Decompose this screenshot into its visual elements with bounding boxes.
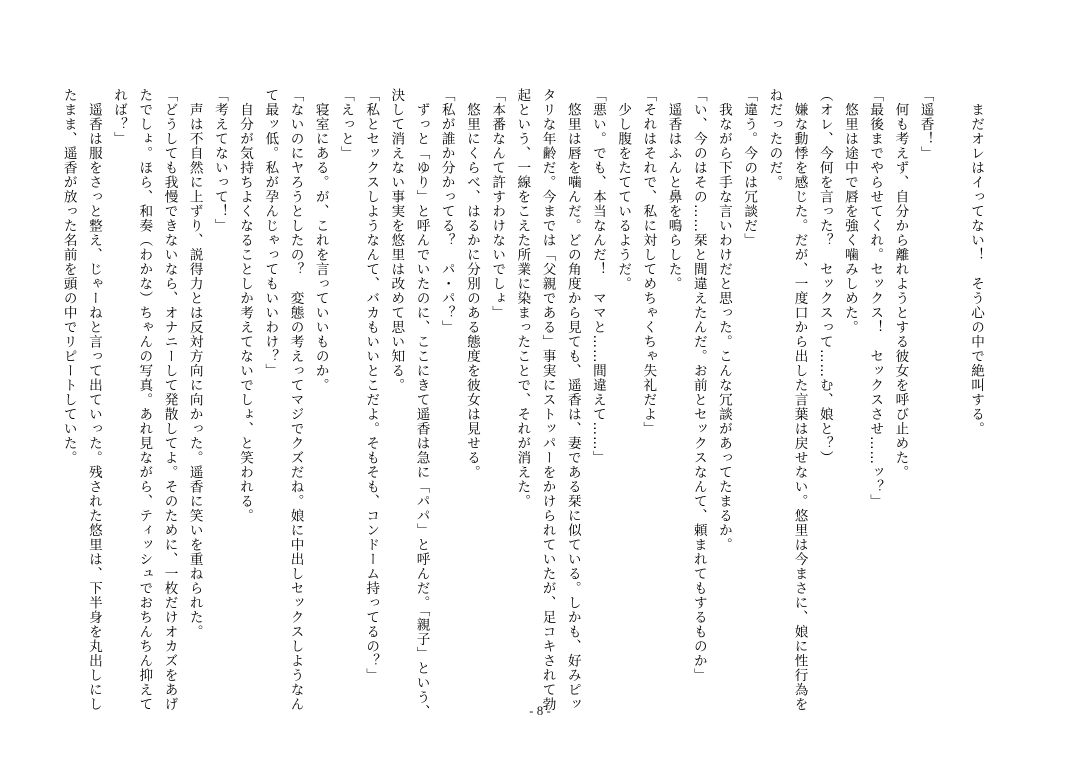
text-line: 何も考えず、自分から離れようとする彼女を呼び止めた。	[892, 88, 909, 480]
text-line: たまま、遥香が放った名前を頭の中でリピートしていた。	[60, 88, 77, 465]
text-line: 起という、一線をこえた所業に染まったことで、それが消えた。	[514, 88, 531, 509]
text-line: 我ながら下手な言いわけだと思った。こんな冗談があってたまるか。	[715, 88, 732, 552]
text-line: 「それはそれで、私に対してめちゃくちゃ失礼だよ」	[640, 88, 657, 436]
text-line: 遥香はふんと鼻を鳴らした。	[665, 88, 682, 291]
text-line: 自分が気持ちよくなることしか考えてないでしょ、と笑われる。	[237, 88, 254, 523]
text-line: 少し腹をたてているようだ。	[615, 88, 632, 291]
text-line: 「えっと」	[337, 88, 354, 161]
text-line: 「私が誰か分かってる？ パ・パ？」	[438, 88, 455, 335]
text-line: れば？」	[111, 88, 128, 146]
text-line: 「遥香！」	[917, 88, 934, 161]
text-line: 「違う。今のは冗談だ」	[741, 88, 758, 248]
text-line: 悠里にくらべ、はるかに分別のある態度を彼女は見せる。	[463, 88, 480, 480]
text-line: 悠里は途中で唇を強く噛みしめた。	[841, 88, 858, 335]
text-line: ずっと「ゆり」と呼んでいたのに、ここにきて遥香は急に「パパ」と呼んだ。「親子」という、	[413, 88, 430, 720]
text-line: 「い、今のはその……栞と間違えたんだ。お前とセックスなんて、頼まれてもするものか」	[690, 88, 707, 683]
text-line: 「悪い。でも、本当なんだ！ ママと……間違えて……」	[589, 88, 606, 465]
text-line: て最ッ低。私が孕んじゃってもいいわけ？」	[262, 88, 279, 378]
text-line: 「どうしても我慢できないなら、オナニーして発散してよ。そのために、一枚だけオカズをあげ	[161, 88, 178, 712]
text-line: 嫌な動悸を感じた。だが、一度口から出した言葉は戻せない。悠里は今まさに、娘に性行為を	[791, 88, 808, 712]
text-line: 寝室にある。が、これを言っていいものか。	[312, 88, 329, 393]
text-line: たでしょ。ほら、和奏（わかな）ちゃんの写真。あれ見ながら、ティッシュでおちんちん抑えて	[136, 88, 153, 712]
text-line: 「最後までやらせてくれ。セックス！ セックスさせ……ッ？」	[867, 88, 884, 509]
text-line: 「本番なんて許すわけないでしょ」	[489, 88, 506, 320]
text-line: まだオレはイってない！ そう心の中で絶叫する。	[968, 88, 984, 436]
blank-line	[938, 88, 963, 648]
text-line: 悠里は唇を噛んだ。どの角度から見ても、遥香は、妻である栞に似ている。しかも、好みピッ	[564, 88, 581, 712]
text-line: タリな年齢だ。今までは「父親である」事実にストッパーをかけられていたが、足コキされて勃	[539, 88, 556, 712]
vertical-text-body	[55, 88, 988, 720]
text-line: 声は不自然に上ずり、説得力とは反対方向に向かった。遥香に笑いを重ねられた。	[186, 88, 203, 639]
text-line: 決して消えない事実を悠里は改めて思い知る。	[388, 88, 405, 393]
text-line: 遥香は服をさっと整え、じゃーねと言って出ていった。残された悠里は、下半身を丸出しにし	[85, 88, 102, 712]
text-line: 「私とセックスしようなんて、バカもいいとこだよ。そもそも、コンドーム持ってるの？」	[363, 88, 380, 683]
text-line: 「ないのにヤろうとしたの？ 変態の考えってマジでクズだね。娘に中出しセックスしようなん	[287, 88, 304, 712]
page-number: - 8 -	[529, 703, 551, 718]
text-line: ねだったのだ。	[766, 88, 783, 190]
text-line: （オレ、今何を言った？ セックスって……む、娘と？）	[816, 88, 833, 465]
text-line: 「考えてないって！」	[211, 88, 228, 233]
